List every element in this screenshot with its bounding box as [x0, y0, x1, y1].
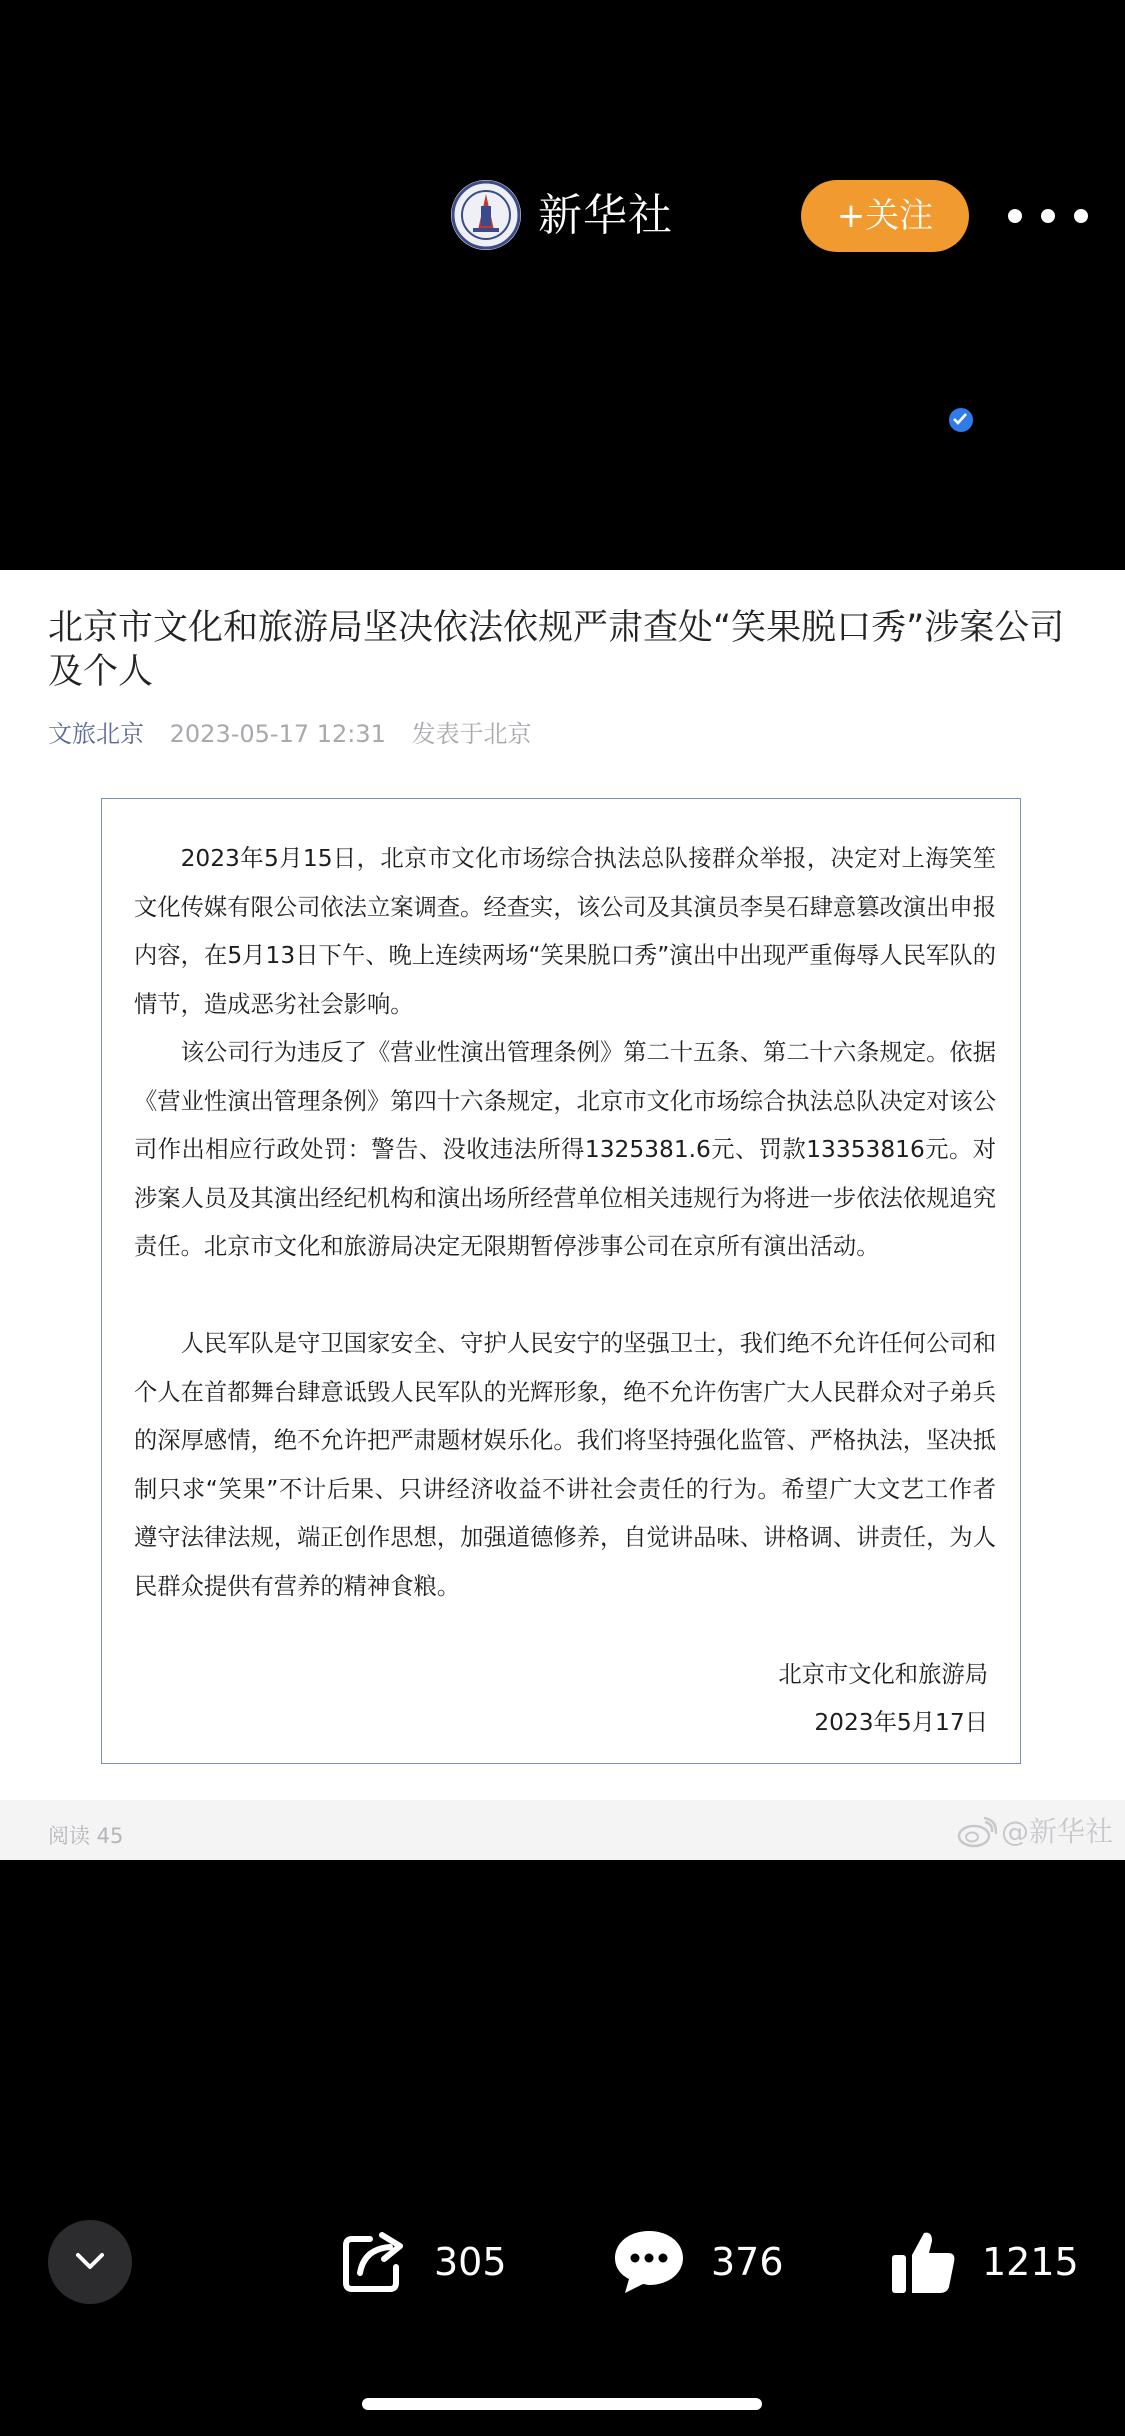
comment-button[interactable]	[611, 2226, 784, 2298]
notice-image	[101, 798, 1021, 1764]
weibo-watermark	[957, 1814, 1113, 1850]
like-button[interactable]	[888, 2226, 1079, 2298]
thumbs-up-icon	[888, 2227, 958, 2297]
notice-date: 2023年5月17日	[814, 1709, 988, 1736]
article-source[interactable]: 文旅北京	[48, 720, 144, 748]
read-count: 阅读 45	[48, 1824, 124, 1848]
notice-signature: 北京市文化和旅游局	[778, 1661, 988, 1688]
account-name[interactable]: 新华社	[538, 190, 673, 241]
article-time: 2023-05-17 12:31	[169, 720, 386, 748]
post-header	[0, 0, 1125, 570]
more-dots-icon[interactable]	[1008, 200, 1088, 232]
chevron-down-icon	[74, 2250, 106, 2272]
comment-icon	[611, 2227, 687, 2297]
article-meta	[48, 718, 532, 750]
weibo-logo-icon	[957, 1816, 997, 1848]
notice-paragraph: 人民军队是守卫国家安全、守护人民安宁的坚强卫士，我们绝不允许任何公司和个人在首都舞台肆意诋毁人民军队的光辉形象，绝不允许伤害广大人民群众对子弟兵的深厚感情，绝不允许把严肃题材娱乐化。我们将坚持强化监管、严格执法，坚决抵制只求“笑果”不计后果、只讲经济收益不讲社会责任的行为。希望广大文艺工作者遵守法律法规，端正创作思想，加强道德修养，自觉讲品味、讲格调、讲责任，为人民群众提供有营养的精神食粮。	[134, 1330, 996, 1600]
article-card	[0, 570, 1125, 1860]
share-button[interactable]	[338, 2226, 507, 2298]
share-count: 305	[434, 2240, 507, 2284]
watermark-text: @新华社	[1000, 1815, 1113, 1848]
notice-paragraph: 2023年5月15日，北京市文化市场综合执法总队接群众举报，决定对上海笑笙文化传媒有限公司依法立案调查。经查实，该公司及其演员李昊石肆意篡改演出申报内容，在5月13日下午、晚上连续两场“笑果脱口秀”演出中出现严重侮辱人民军队的情节，造成恶劣社会影响。	[134, 845, 996, 1018]
article-title: 北京市文化和旅游局坚决依法依规严肃查处“笑果脱口秀”涉案公司及个人	[48, 608, 1065, 692]
article-location: 发表于北京	[411, 720, 532, 748]
home-indicator[interactable]	[362, 2398, 762, 2410]
comment-count: 376	[711, 2240, 784, 2284]
like-count: 1215	[982, 2240, 1079, 2284]
account-avatar[interactable]	[451, 180, 521, 250]
xinhua-logo-icon	[451, 180, 521, 250]
collapse-button[interactable]	[48, 2220, 132, 2304]
verified-check-icon	[947, 406, 975, 434]
follow-button[interactable]: +关注	[801, 180, 969, 252]
share-icon	[338, 2229, 410, 2295]
notice-paragraph: 该公司行为违反了《营业性演出管理条例》第二十五条、第二十六条规定。依据《营业性演出管理条例》第四十六条规定，北京市文化市场综合执法总队决定对该公司作出相应行政处罚：警告、没收违法所得1325381.6元、罚款13353816元。对涉案人员及其演出经纪机构和演出场所经营单位相关违规行为将进一步依法依规追究责任。北京市文化和旅游局决定无限期暂停涉事公司在京所有演出活动。	[134, 1039, 996, 1260]
